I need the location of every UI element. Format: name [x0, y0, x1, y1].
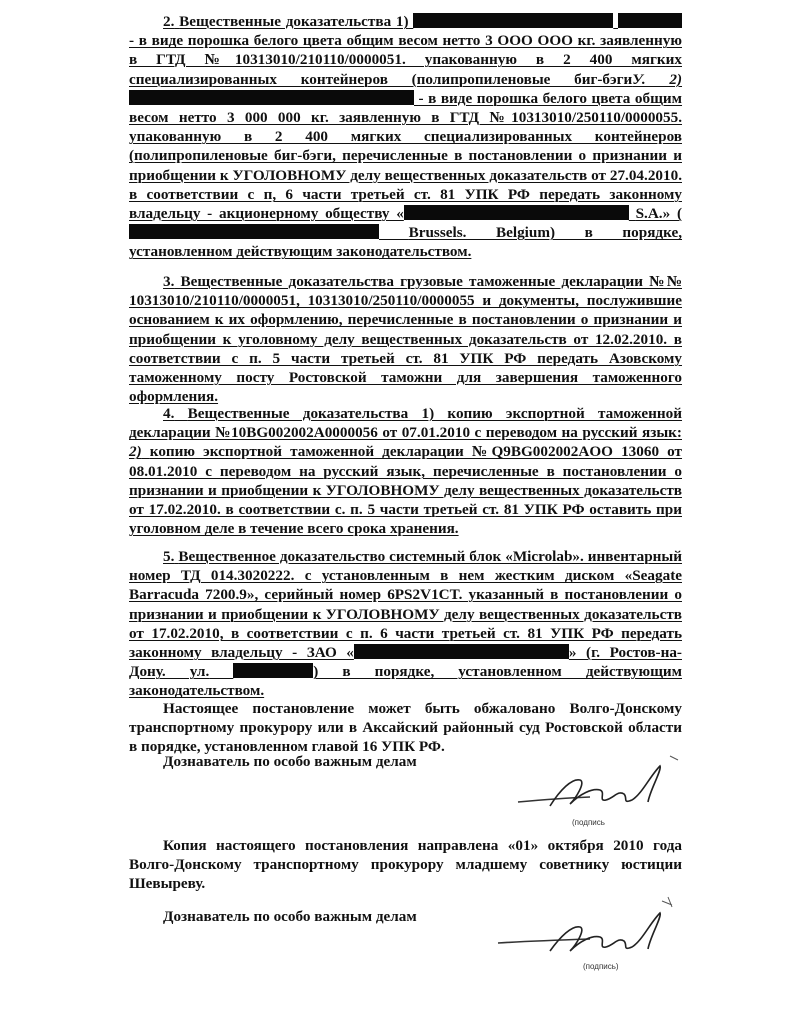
redaction-block [618, 13, 682, 28]
investigator-title [163, 752, 563, 771]
item-5-text-2: » (г. Ростов-на-Дону. ул. [129, 644, 682, 681]
signature-caption-2: (подпись) [583, 962, 619, 971]
item-2 [129, 12, 682, 262]
item-2-text-3: У. 2) [632, 70, 683, 88]
item-2-text-4: - в виде порошка белого цвета общим весом нетто 3 000 000 кг. заявленную в ГТД №10313010/250110/0000055. упакованную в 2 400 мягких специализированных контейнеров (полипропиленовые биг-бэги, перечисленные в постановлении о признании и приобщении к УГОЛОВНОМУ делу вещественных доказательств от 27.04.2010. в соответствии с п, 6 части третьей ст. 81 УПК РФ передать законному владельцу - акционерному обществу « [129, 89, 683, 223]
item-4-text-1: Вещественные доказательства 1) копию экспортной таможенной декларации №10BG002002A0000056 от 07.01.2010 с переводом на русский язык: [129, 405, 683, 442]
item-2-text-2: - в виде порошка белого цвета общим весом нетто 3 ООО ООО кг. заявленную в ГТД №10313010/210110/0000051. упакованную в 2 400 мягких специализированных контейнеров (полипропиленовые биг-бэги [129, 32, 682, 88]
item-5-number: 5. [163, 548, 175, 565]
item-4-number: 4. [163, 405, 175, 422]
signature-caption: (подпись [572, 818, 605, 827]
redaction-block [129, 224, 379, 239]
item-4-text-2: 2) [129, 443, 142, 461]
item-4 [129, 404, 682, 538]
redaction-block [233, 663, 313, 678]
redaction-block [354, 644, 569, 659]
item-3 [129, 272, 682, 406]
item-2-text-1: Вещественные доказательства 1) [179, 13, 409, 30]
redaction-block [413, 13, 613, 28]
item-5 [129, 547, 682, 701]
item-5-text-3: ) в порядке, установленном действующим законодательством. [129, 663, 682, 700]
copy-notice [129, 836, 682, 894]
redaction-block [404, 205, 629, 220]
item-2-number: 2. [163, 13, 175, 30]
investigator-label: Дознаватель по особо важным делам [163, 753, 417, 770]
copy-notice-text: Копия настоящего постановления направлена «01» октября 2010 года Волго-Донскому транспортному прокурору младшему советнику юстиции Шевыреву. [129, 837, 682, 893]
investigator-label-2: Дознаватель по особо важным делам [163, 908, 417, 925]
appeal-text: Настоящее постановление может быть обжаловано Волго-Донскому транспортному прокурору или в Аксайский районный суд Ростовской области в порядке, установленном главой 16 УПК РФ. [129, 700, 682, 756]
item-2-text-5: S.A.» ( [635, 205, 682, 223]
item-2-text-6: Brussels. Belgium) в порядке, установленном действующим законодательством. [129, 224, 683, 261]
item-5-text-1: Вещественное доказательство системный блок «Microlab». инвентарный номер ТД 014.3020222. с установленным в нем жестким диском «Seagate Barracuda 7200.9», серийный номер 6PS2V1CT. указанный в постановлении о признании и приобщении к УГОЛОВНОМУ делу вещественных доказательств от 17.02.2010, в соответствии с п. 6 части третьей ст. 81 УПК РФ передать законному владельцу - ЗАО « [129, 548, 682, 662]
item-3-number: 3. [163, 273, 175, 290]
item-4-text-3: копию экспортной таможенной декларации №Q9BG002002AOO 13060 от 08.01.2010 с переводом на русский язык, перечисленные в постановлении о признании и приобщении к УГОЛОВНОМУ делу вещественных доказательств от 17.02.2010. в соответствии с. п. 5 части третьей ст. 81 УПК РФ оставить при уголовном деле в течение всего срока хранения. [129, 443, 683, 538]
item-3-text: Вещественные доказательства грузовые таможенные декларации №№ 10313010/210110/0000051, 10313010/250110/0000055 и документы, послужившие основанием к их оформлению, перечисленные в постановлении о признании и приобщении к уголовному делу вещественных доказательств от 12.02.2010. в соответствии с п. 5 части третьей ст. 81 УПК РФ передать Азовскому таможенному посту Ростовской таможни для завершения таможенного оформления. [129, 273, 682, 406]
redaction-block [129, 90, 414, 105]
signature-2 [490, 895, 690, 965]
appeal-notice [129, 699, 682, 757]
signature-1 [510, 750, 690, 820]
